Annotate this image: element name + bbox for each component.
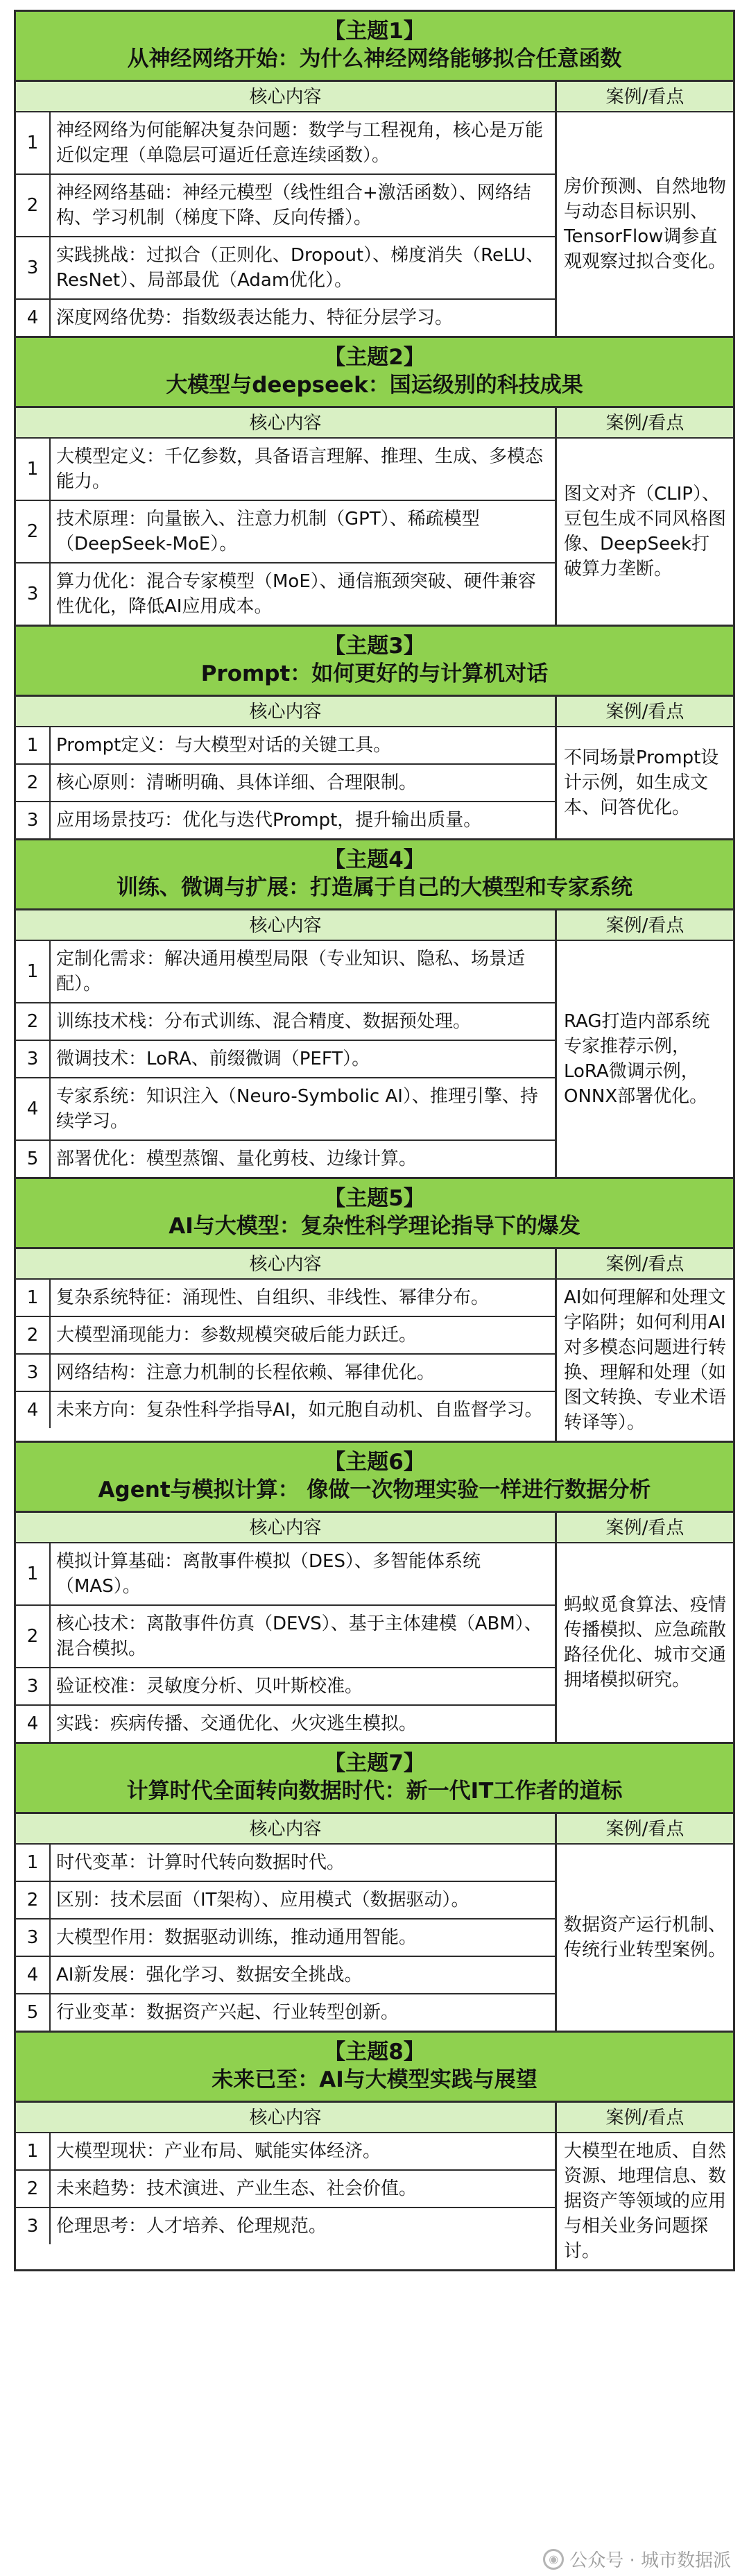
table-row [16,1392,555,1428]
row-number: 1 [16,439,51,500]
row-number: 4 [16,1392,51,1428]
case-header: 案例/看点 [557,2103,733,2133]
row-text: 网络结构：注意力机制的长程依赖、幂律优化。 [56,1362,436,1383]
topic-header [16,12,733,82]
table-row [16,300,555,336]
case-column [557,408,733,625]
topic-grid [16,408,733,625]
table-row [16,1606,555,1668]
table-row [16,1543,555,1606]
topics-table [14,10,735,2271]
core-content-header: 核心内容 [16,1249,555,1280]
row-text: Prompt定义：与大模型对话的关键工具。 [56,735,392,756]
table-row [16,237,555,300]
row-text: 专家系统：知识注入（Neuro-Symbolic AI）、推理引擎、持续学习。 [56,1086,538,1132]
table-row [16,727,555,765]
row-number: 3 [16,1668,51,1704]
topic-number: 【主题2】 [324,345,425,370]
case-header: 案例/看点 [557,1513,733,1543]
topic-section [16,338,733,627]
row-text: 应用场景技巧：优化与迭代Prompt，提升输出质量。 [56,810,482,831]
topic-section [16,627,733,840]
topic-number: 【主题4】 [324,847,425,872]
row-text: 微调技术：LoRA、前缀微调（PEFT）。 [56,1049,370,1069]
row-text: 时代变革：计算时代转向数据时代。 [56,1852,345,1873]
row-text: 行业变革：数据资产兴起、行业转型创新。 [56,2002,399,2023]
topic-title: Prompt：如何更好的与计算机对话 [200,661,549,686]
topic-number: 【主题1】 [324,19,425,44]
row-number: 1 [16,1845,51,1881]
table-row [16,2133,555,2171]
row-text: 神经网络为何能解决复杂问题：数学与工程视角，核心是万能近似定理（单隐层可逼近任意连续函数）。 [56,120,544,166]
row-text: 模拟计算基础：离散事件模拟（DES）、多智能体系统（MAS）。 [56,1551,481,1597]
core-content-column [16,1249,557,1441]
topic-section [16,1179,733,1443]
core-content-header: 核心内容 [16,408,555,439]
topic-title: 训练、微调与扩展：打造属于自己的大模型和专家系统 [117,875,632,900]
row-number: 2 [16,765,51,801]
topic-header [16,1179,733,1249]
case-column [557,910,733,1177]
table-row [16,2171,555,2208]
topic-grid [16,697,733,838]
case-text: RAG打造内部系统专家推荐示例，LoRA微调示例，ONNX部署优化。 [564,1011,710,1107]
table-row [16,175,555,237]
topic-grid [16,1814,733,2031]
row-number: 2 [16,1317,51,1353]
row-number: 1 [16,941,51,1002]
row-text: 复杂系统特征：涌现性、自组织、非线性、幂律分布。 [56,1287,490,1308]
row-text: 定制化需求：解决通用模型局限（专业知识、隐私、场景适配）。 [56,949,526,994]
topic-header [16,1443,733,1513]
row-number: 5 [16,1141,51,1177]
row-text: 核心原则：清晰明确、具体详细、合理限制。 [56,772,417,793]
topic-header [16,2033,733,2103]
core-content-column [16,408,557,625]
table-row [16,2208,555,2244]
table-row [16,1355,555,1392]
row-number: 2 [16,2171,51,2207]
row-text: 大模型涌现能力：参数规模突破后能力跃迁。 [56,1325,417,1346]
row-text: 大模型作用：数据驱动训练，推动通用智能。 [56,1927,417,1948]
row-text: 区别：技术层面（IT架构）、应用模式（数据驱动）。 [56,1890,470,1910]
case-text: AI如何理解和处理文字陷阱；如何利用AI对多模态问题进行转换、理解和处理（如图文转换、专业术语转译等）。 [564,1287,727,1433]
row-text: 实践挑战：过拟合（正则化、Dropout）、梯度消失（ReLU、ResNet）、局部最优（Adam优化）。 [56,245,544,291]
row-number: 3 [16,1920,51,1956]
table-row [16,941,555,1003]
row-text: 技术原理：向量嵌入、注意力机制（GPT）、稀疏模型（DeepSeek-MoE）。 [56,509,480,554]
case-column [557,2103,733,2269]
table-row [16,1141,555,1177]
row-text: 训练技术栈：分布式训练、混合精度、数据预处理。 [56,1011,472,1032]
topic-section [16,1744,733,2033]
topic-section [16,2033,733,2269]
row-text: 大模型现状：产业布局、赋能实体经济。 [56,2141,381,2162]
table-row [16,1706,555,1742]
row-number: 1 [16,112,51,173]
table-row [16,564,555,625]
case-text: 图文对齐（CLIP）、豆包生成不同风格图像、DeepSeek打破算力垄断。 [564,484,727,579]
case-header: 案例/看点 [557,1249,733,1280]
topic-header [16,1744,733,1814]
core-content-column [16,1814,557,2031]
row-text: 实践：疾病传播、交通优化、火灾逃生模拟。 [56,1713,417,1734]
topic-title: 大模型与deepseek：国运级别的科技成果 [166,373,583,398]
table-row [16,1920,555,1957]
row-text: 大模型定义：千亿参数，具备语言理解、推理、生成、多模态能力。 [56,446,544,492]
topic-title: AI与大模型：复杂性科学理论指导下的爆发 [169,1214,580,1239]
case-text: 房价预测、自然地物与动态目标识别、TensorFlow调参直观观察过拟合变化。 [564,176,727,272]
table-row [16,112,555,175]
case-column [557,1249,733,1441]
row-text: 未来方向：复杂性科学指导AI，如元胞自动机、自监督学习。 [56,1400,543,1421]
row-text: AI新发展：强化学习、数据安全挑战。 [56,1965,363,1985]
row-number: 2 [16,1606,51,1667]
row-number: 3 [16,1041,51,1077]
topic-header [16,627,733,697]
row-number: 3 [16,2208,51,2244]
row-number: 4 [16,1957,51,1993]
topic-title: Agent与模拟计算： 像做一次物理实验一样进行数据分析 [98,1477,651,1502]
table-row [16,1078,555,1141]
case-header: 案例/看点 [557,697,733,727]
row-text: 未来趋势：技术演进、产业生态、社会价值。 [56,2178,417,2199]
core-content-header: 核心内容 [16,910,555,941]
row-text: 神经网络基础：神经元模型（线性组合+激活函数）、网络结构、学习机制（梯度下降、反向传播）。 [56,183,531,228]
core-content-header: 核心内容 [16,82,555,112]
row-number: 1 [16,1280,51,1316]
table-row [16,1041,555,1078]
case-column [557,1814,733,2031]
wechat-icon: ◉ [543,2549,564,2570]
row-text: 部署优化：模型蒸馏、量化剪枝、边缘计算。 [56,1149,417,1169]
topic-section [16,840,733,1179]
row-number: 2 [16,501,51,562]
table-row [16,1994,555,2031]
row-number: 4 [16,1078,51,1139]
watermark [543,2546,731,2572]
row-number: 2 [16,1003,51,1040]
row-number: 4 [16,1706,51,1742]
row-number: 1 [16,2133,51,2169]
topic-grid [16,82,733,336]
table-row [16,1317,555,1355]
topic-grid [16,910,733,1177]
table-row [16,501,555,564]
case-header: 案例/看点 [557,82,733,112]
topic-header [16,338,733,408]
table-row [16,1280,555,1317]
core-content-header: 核心内容 [16,697,555,727]
topic-grid [16,1249,733,1441]
topic-title: 未来已至：AI与大模型实践与展望 [212,2067,537,2092]
topic-section [16,12,733,338]
core-content-column [16,2103,557,2269]
topic-grid [16,2103,733,2269]
row-text: 验证校准：灵敏度分析、贝叶斯校准。 [56,1676,363,1697]
core-content-column [16,1513,557,1742]
case-text: 不同场景Prompt设计示例，如生成文本、问答优化。 [564,747,719,818]
table-row [16,802,555,838]
row-text: 深度网络优势：指数级表达能力、特征分层学习。 [56,307,454,328]
topic-number: 【主题3】 [324,634,425,659]
case-header: 案例/看点 [557,910,733,941]
table-row [16,1882,555,1920]
core-content-header: 核心内容 [16,1814,555,1845]
core-content-header: 核心内容 [16,2103,555,2133]
case-header: 案例/看点 [557,1814,733,1845]
topic-title: 从神经网络开始：为什么神经网络能够拟合任意函数 [127,46,622,71]
case-column [557,697,733,838]
watermark-text: 公众号 · 城市数据派 [569,2550,731,2571]
row-number: 4 [16,300,51,336]
topic-number: 【主题8】 [324,2040,425,2065]
core-content-header: 核心内容 [16,1513,555,1543]
row-number: 1 [16,1543,51,1604]
case-column [557,1513,733,1742]
case-text: 大模型在地质、自然资源、地理信息、数据资产等领域的应用与相关业务问题探讨。 [564,2141,727,2262]
row-text: 核心技术：离散事件仿真（DEVS）、基于主体建模（ABM）、混合模拟。 [56,1613,542,1659]
row-number: 5 [16,1994,51,2031]
case-text: 数据资产运行机制、传统行业转型案例。 [564,1915,727,1960]
case-text: 蚂蚁觅食算法、疫情传播模拟、应急疏散路径优化、城市交通拥堵模拟研究。 [564,1595,727,1690]
row-number: 3 [16,564,51,625]
table-row [16,1003,555,1041]
row-number: 2 [16,175,51,236]
topic-header [16,840,733,910]
table-row [16,1668,555,1706]
row-text: 算力优化：混合专家模型（MoE）、通信瓶颈突破、硬件兼容性优化，降低AI应用成本。 [56,571,536,617]
topic-number: 【主题7】 [324,1751,425,1776]
table-row [16,765,555,802]
core-content-column [16,82,557,336]
topic-grid [16,1513,733,1742]
row-number: 2 [16,1882,51,1918]
case-column [557,82,733,336]
row-text: 伦理思考：人才培养、伦理规范。 [56,2216,327,2237]
row-number: 3 [16,1355,51,1391]
row-number: 1 [16,727,51,763]
row-number: 3 [16,802,51,838]
topic-section [16,1443,733,1744]
row-number: 3 [16,237,51,298]
core-content-column [16,910,557,1177]
topic-number: 【主题5】 [324,1186,425,1211]
table-row [16,1845,555,1882]
core-content-column [16,697,557,838]
table-row [16,1957,555,1994]
topic-title: 计算时代全面转向数据时代：新一代IT工作者的道标 [126,1779,623,1804]
table-row [16,439,555,501]
case-header: 案例/看点 [557,408,733,439]
topic-number: 【主题6】 [324,1450,425,1475]
